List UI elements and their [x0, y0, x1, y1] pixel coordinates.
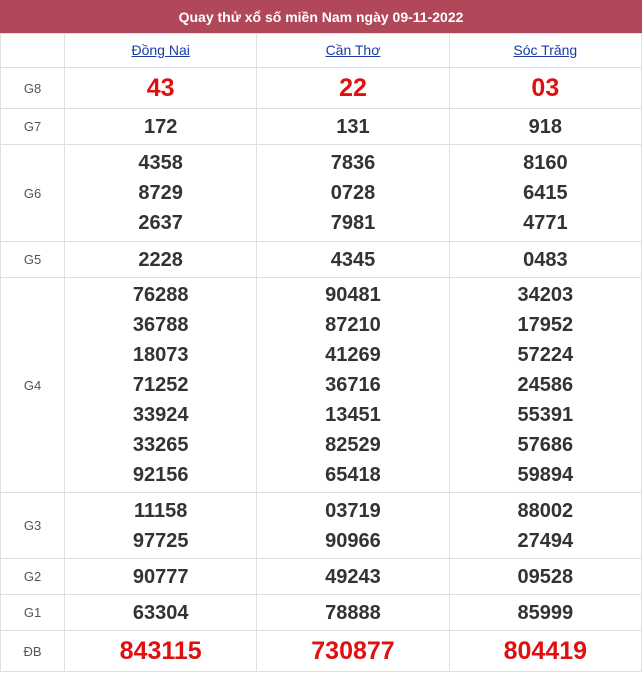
prize-number: 97725 [132, 529, 189, 552]
prize-cell [65, 109, 257, 145]
prize-number: 18073 [132, 344, 189, 366]
prize-number: 82529 [325, 434, 381, 456]
prize-cell [257, 109, 449, 145]
prize-cell [65, 595, 257, 631]
prize-row [1, 493, 642, 559]
prize-label: G4 [1, 278, 65, 493]
prize-number: 4345 [330, 248, 376, 271]
prize-cell [449, 559, 641, 595]
prize-number: 2228 [138, 248, 183, 271]
prize-number: 8729 [138, 182, 183, 204]
province-link-dong-nai[interactable]: Đồng Nai [131, 41, 190, 58]
prize-row [1, 242, 642, 278]
prize-number: 57686 [517, 434, 574, 456]
prize-cell [449, 493, 641, 559]
prize-number: 33924 [132, 404, 189, 426]
prize-label: G7 [1, 109, 65, 145]
prize-number: 0728 [330, 182, 376, 204]
prize-cell [257, 559, 449, 595]
prize-number: 76288 [132, 284, 189, 306]
prize-label: ĐB [1, 631, 65, 672]
prize-number: 03719 [325, 499, 381, 522]
prize-number: 8160 [523, 152, 568, 174]
prize-label: G8 [1, 68, 65, 109]
prize-number: 33265 [132, 434, 189, 456]
prize-number: 92156 [132, 464, 189, 486]
prize-number: 88002 [517, 499, 574, 522]
prize-number: 65418 [325, 464, 381, 486]
prize-number: 36716 [325, 374, 381, 396]
prize-number: 17952 [517, 314, 574, 336]
prize-cell [449, 68, 641, 109]
prize-number: 22 [339, 74, 367, 102]
prize-label: G3 [1, 493, 65, 559]
prize-number: 24586 [517, 374, 574, 396]
prize-number: 90777 [132, 565, 189, 588]
prize-number: 90966 [325, 529, 381, 552]
prize-number: 4358 [138, 152, 183, 174]
prize-cell [257, 68, 449, 109]
prize-cell [65, 559, 257, 595]
prize-number: 11158 [133, 499, 188, 522]
prize-number: 13451 [325, 404, 381, 426]
prize-cell [65, 242, 257, 278]
prize-number: 09528 [517, 565, 574, 588]
prize-number: 90481 [325, 284, 381, 306]
prize-row [1, 278, 642, 493]
prize-number: 4771 [523, 212, 568, 234]
page-title: Quay thử xổ số miền Nam ngày 09-11-2022 [0, 0, 642, 33]
prize-number: 87210 [325, 314, 381, 336]
prize-cell [65, 68, 257, 109]
prize-number: 804419 [503, 637, 588, 665]
prize-cell [449, 631, 641, 672]
prize-number: 0483 [523, 248, 568, 271]
prize-row [1, 68, 642, 109]
prize-number: 7836 [330, 152, 376, 174]
prize-label: G5 [1, 242, 65, 278]
prize-row [1, 109, 642, 145]
prize-cell [449, 278, 641, 493]
prize-number: 55391 [517, 404, 574, 426]
prize-row [1, 631, 642, 672]
prize-number: 36788 [132, 314, 189, 336]
prize-cell [257, 631, 449, 672]
prize-number: 7981 [330, 212, 376, 234]
prize-cell [449, 595, 641, 631]
province-link-soc-trang[interactable]: Sóc Trăng [513, 41, 578, 58]
prize-cell [449, 109, 641, 145]
prize-number: 71252 [132, 374, 189, 396]
prize-label: G6 [1, 145, 65, 242]
header-corner [1, 34, 65, 68]
prize-cell [65, 493, 257, 559]
prize-number: 2637 [138, 212, 183, 234]
prize-cell [257, 242, 449, 278]
prize-number: 6415 [523, 182, 568, 204]
province-header-row [1, 34, 642, 68]
prize-cell [65, 278, 257, 493]
prize-number: 43 [146, 74, 175, 102]
prize-number: 131 [336, 115, 370, 138]
prize-label: G1 [1, 595, 65, 631]
prize-number: 57224 [517, 344, 574, 366]
prize-cell [449, 242, 641, 278]
prize-cell [257, 278, 449, 493]
prize-number: 34203 [517, 284, 574, 306]
prize-number: 03 [531, 74, 560, 102]
prize-cell [65, 145, 257, 242]
prize-cell [257, 493, 449, 559]
prize-number: 59894 [517, 464, 574, 486]
prize-cell [257, 145, 449, 242]
prize-row [1, 595, 642, 631]
results-table [0, 33, 642, 672]
prize-number: 85999 [517, 601, 574, 624]
prize-number: 843115 [119, 637, 202, 665]
prize-number: 730877 [311, 637, 395, 665]
province-link-can-tho[interactable]: Cần Thơ [325, 41, 381, 58]
prize-number: 172 [143, 115, 178, 138]
prize-cell [449, 145, 641, 242]
prize-number: 918 [528, 115, 563, 138]
prize-number: 63304 [132, 601, 189, 624]
prize-number: 49243 [325, 565, 381, 588]
prize-number: 27494 [517, 529, 574, 552]
prize-row [1, 559, 642, 595]
prize-label: G2 [1, 559, 65, 595]
prize-cell [65, 631, 257, 672]
prize-number: 78888 [325, 601, 381, 624]
prize-number: 41269 [325, 344, 381, 366]
prize-row [1, 145, 642, 242]
prize-cell [257, 595, 449, 631]
